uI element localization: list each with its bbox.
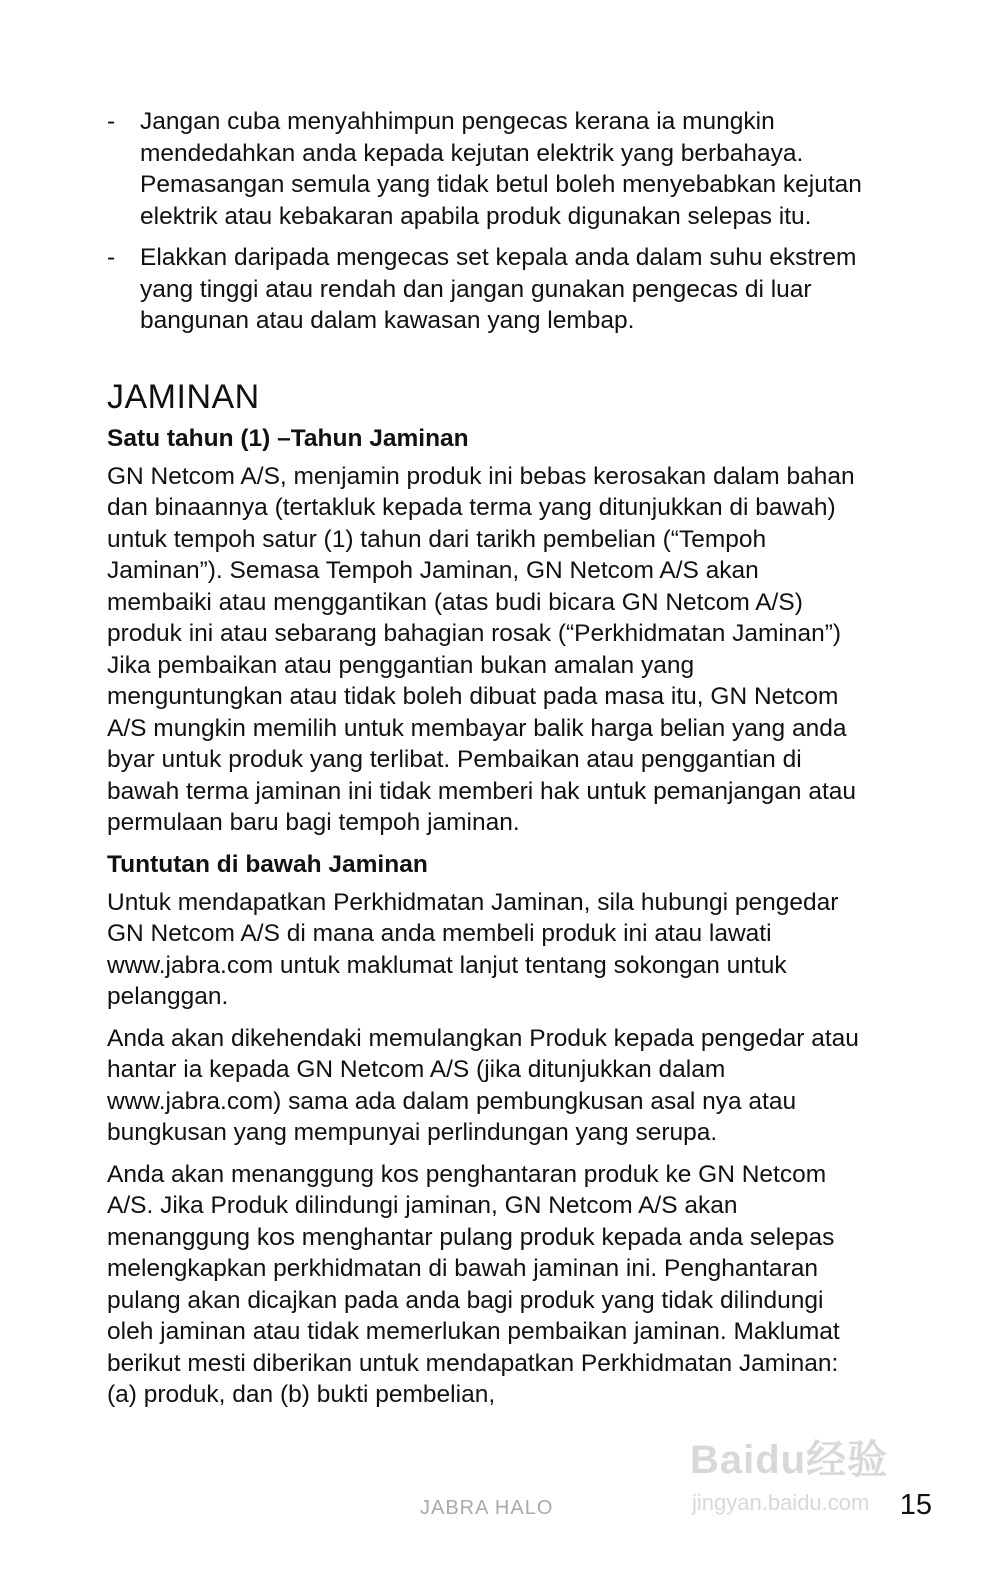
baidu-watermark-logo <box>690 1428 920 1528</box>
section-title: JAMINAN <box>107 377 260 416</box>
claims-paragraph: Untuk mendapatkan Perkhidmatan Jaminan, sila hubungi pengedar GN Netcom A/S di mana anda membeli produk ini atau lawati www.jabra.com untuk maklumat lanjut tentang sokongan untuk pelanggan. <box>107 888 839 1010</box>
watermark-logo-text: Baidu经验 <box>690 1438 889 1482</box>
bullet-item <box>107 242 867 337</box>
claims-subheading: Tuntutan di bawah Jaminan <box>107 850 428 878</box>
document-body <box>107 106 867 1421</box>
bullet-item <box>107 106 867 232</box>
page-number: 15 <box>899 1489 932 1521</box>
footer-product-name: JABRA HALO <box>420 1497 554 1519</box>
watermark-url-text: jingyan.baidu.com <box>692 1490 870 1515</box>
bullet-text: Jangan cuba menyahhimpun pengecas kerana ia mungkin mendedahkan anda kepada kejutan elektrik yang berbahaya. Pemasangan semula yang tidak betul boleh menyebabkan kejutan elektrik atau kebakaran apabila produk digunakan selepas itu. <box>140 108 862 230</box>
warranty-paragraph: GN Netcom A/S, menjamin produk ini bebas kerosakan dalam bahan dan binaannya (tertakluk kepada terma yang ditunjukkan di bawah) untuk tempoh satur (1) tahun dari tarikh pembelian (“Tempoh Jaminan”). Semasa Tempoh Jaminan, GN Netcom A/S akan membaiki atau menggantikan (atas budi bicara GN Netcom A/S) produk ini atau sebarang bahagian rosak (“Perkhidmatan Jaminan”) Jika pembaikan atau penggantian bukan amalan yang menguntungkan atau tidak boleh dibuat pada masa itu, GN Netcom A/S mungkin memilih untuk membayar balik harga belian yang anda byar untuk produk yang terlibat. Pembaikan atau penggantian di bawah terma jaminan ini tidak memberi hak untuk pemanjangan atau permulaan baru bagi tempoh jaminan. <box>107 462 857 836</box>
warranty-subheading: Satu tahun (1) –Tahun Jaminan <box>107 424 469 452</box>
bullet-dash: - <box>107 108 116 135</box>
safety-bullet-list <box>107 106 867 337</box>
bullet-dash: - <box>107 244 116 271</box>
bullet-text: Elakkan daripada mengecas set kepala anda dalam suhu ekstrem yang tinggi atau rendah dan jangan gunakan pengecas di luar bangunan atau dalam kawasan yang lembap. <box>140 244 857 334</box>
shipping-paragraph: Anda akan menanggung kos penghantaran produk ke GN Netcom A/S. Jika Produk dilindungi jaminan, GN Netcom A/S akan menanggung kos menghantar pulang produk kepada anda selepas melengkapkan perkhidmatan di bawah jaminan ini. Penghantaran pulang akan dicajkan pada anda bagi produk yang tidak dilindungi oleh jaminan atau tidak memerlukan pembaikan jaminan. Maklumat berikut mesti diberikan untuk mendapatkan Perkhidmatan Jaminan: (a) produk, dan (b) bukti pembelian, <box>107 1160 840 1408</box>
return-paragraph: Anda akan dikehendaki memulangkan Produk kepada pengedar atau hantar ia kepada GN Netcom A/S (jika ditunjukkan dalam www.jabra.com) sama ada dalam pembungkusan asal nya atau bungkusan yang mempunyai perlindungan yang serupa. <box>107 1024 859 1146</box>
